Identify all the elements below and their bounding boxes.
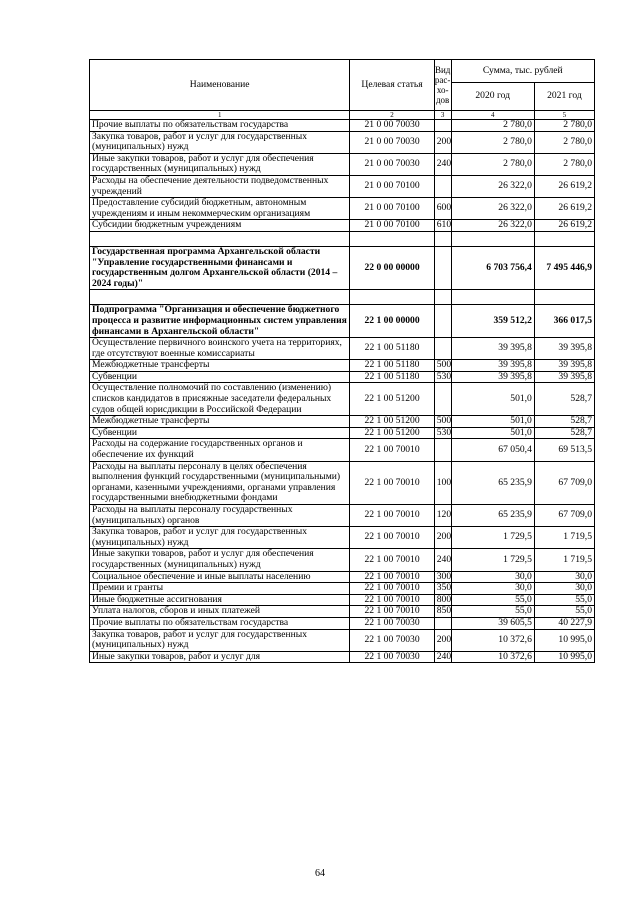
empty-cell [90, 290, 350, 305]
row-vid [434, 338, 451, 360]
row-vid: 200 [434, 527, 451, 549]
table-row [90, 427, 595, 439]
row-value-2020: 2 780,0 [451, 120, 534, 132]
index-cell: 4 [451, 111, 534, 120]
table-row [90, 220, 595, 232]
row-vid: 240 [434, 651, 451, 663]
empty-cell [350, 290, 434, 305]
table-row [90, 651, 595, 663]
row-code: 22 1 00 51180 [350, 360, 434, 372]
row-value-2021: 366 017,5 [534, 305, 594, 338]
row-name: Осуществление первичного воинского учета на территориях, где отсутствуют военные комиссариаты [90, 338, 350, 360]
row-vid: 500 [434, 416, 451, 428]
row-code: 21 0 00 70100 [350, 175, 434, 197]
row-name: Расходы на выплаты персоналу в целях обеспечения выполнения функций государственными (муниципальными) органами, казенными учреждениями, органами управления государственными внебюджетными фондами [90, 461, 350, 504]
row-value-2021: 39 395,8 [534, 371, 594, 383]
row-code: 22 1 00 51180 [350, 338, 434, 360]
table-row [90, 606, 595, 618]
row-value-2020: 501,0 [451, 383, 534, 416]
row-value-2021: 10 995,0 [534, 629, 594, 651]
row-value-2020: 67 050,4 [451, 439, 534, 461]
row-value-2020: 30,0 [451, 583, 534, 595]
row-code: 22 1 00 70010 [350, 549, 434, 571]
row-vid: 300 [434, 571, 451, 583]
row-code: 22 1 00 70010 [350, 571, 434, 583]
table-row [90, 594, 595, 606]
row-vid: 850 [434, 606, 451, 618]
header-2020: 2020 год [451, 83, 534, 111]
row-name: Расходы на содержание государственных органов и обеспечение их функций [90, 439, 350, 461]
row-value-2020: 30,0 [451, 571, 534, 583]
row-name: Закупка товаров, работ и услуг для государственных (муниципальных) нужд [90, 629, 350, 651]
empty-cell [534, 290, 594, 305]
empty-cell [434, 290, 451, 305]
row-value-2020: 26 322,0 [451, 198, 534, 220]
table-row [90, 439, 595, 461]
row-value-2021: 69 513,5 [534, 439, 594, 461]
empty-cell [434, 231, 451, 246]
row-value-2021: 40 227,9 [534, 617, 594, 629]
table-row [90, 571, 595, 583]
row-code: 22 1 00 70010 [350, 583, 434, 595]
table-row [90, 371, 595, 383]
row-code: 22 1 00 70010 [350, 527, 434, 549]
row-value-2020: 501,0 [451, 427, 534, 439]
row-name: Иные бюджетные ассигнования [90, 594, 350, 606]
row-code: 22 1 00 00000 [350, 305, 434, 338]
table-row [90, 338, 595, 360]
row-code: 21 0 00 70030 [350, 120, 434, 132]
row-value-2020: 10 372,6 [451, 629, 534, 651]
row-code: 22 1 00 70010 [350, 461, 434, 504]
row-value-2021: 26 619,2 [534, 220, 594, 232]
table-body [90, 120, 595, 663]
row-vid: 240 [434, 549, 451, 571]
row-name: Иные закупки товаров, работ и услуг для обеспечения государственных (муниципальных) нужд [90, 549, 350, 571]
row-name: Субсидии бюджетным учреждениям [90, 220, 350, 232]
row-value-2020: 39 395,8 [451, 371, 534, 383]
row-value-2020: 55,0 [451, 606, 534, 618]
row-value-2020: 39 395,8 [451, 360, 534, 372]
row-vid: 530 [434, 371, 451, 383]
empty-cell [534, 231, 594, 246]
row-code: 22 1 00 51200 [350, 416, 434, 428]
row-vid: 600 [434, 198, 451, 220]
spacer-row [90, 290, 595, 305]
row-vid: 100 [434, 461, 451, 504]
row-value-2020: 39 395,8 [451, 338, 534, 360]
row-value-2020: 501,0 [451, 416, 534, 428]
row-value-2021: 2 780,0 [534, 153, 594, 175]
empty-cell [451, 290, 534, 305]
row-value-2021: 55,0 [534, 594, 594, 606]
empty-cell [350, 231, 434, 246]
table-row [90, 153, 595, 175]
row-value-2021: 26 619,2 [534, 175, 594, 197]
row-value-2021: 2 780,0 [534, 131, 594, 153]
table-row [90, 505, 595, 527]
table-row [90, 131, 595, 153]
row-value-2021: 528,7 [534, 427, 594, 439]
row-vid [434, 175, 451, 197]
row-vid: 350 [434, 583, 451, 595]
row-code: 22 1 00 51180 [350, 371, 434, 383]
row-value-2021: 67 709,0 [534, 505, 594, 527]
row-vid [434, 246, 451, 289]
table-row [90, 360, 595, 372]
row-name: Иные закупки товаров, работ и услуг для обеспечения государственных (муниципальных) нужд [90, 153, 350, 175]
row-code: 21 0 00 70030 [350, 153, 434, 175]
row-name: Прочие выплаты по обязательствам государства [90, 120, 350, 132]
spacer-row [90, 231, 595, 246]
table-row [90, 583, 595, 595]
row-code: 22 1 00 70010 [350, 439, 434, 461]
table-row [90, 416, 595, 428]
row-value-2021: 528,7 [534, 383, 594, 416]
row-code: 22 1 00 70030 [350, 617, 434, 629]
row-value-2021: 2 780,0 [534, 120, 594, 132]
row-value-2020: 2 780,0 [451, 153, 534, 175]
row-value-2021: 39 395,8 [534, 360, 594, 372]
row-code: 21 0 00 70030 [350, 131, 434, 153]
row-vid: 530 [434, 427, 451, 439]
table-row [90, 198, 595, 220]
row-value-2020: 55,0 [451, 594, 534, 606]
row-value-2020: 39 605,5 [451, 617, 534, 629]
header-vid: Вид рас-хо-дов [434, 60, 451, 111]
row-name: Иные закупки товаров, работ и услуг для [90, 651, 350, 663]
row-vid [434, 439, 451, 461]
table-row [90, 305, 595, 338]
index-cell: 2 [350, 111, 434, 120]
row-vid: 800 [434, 594, 451, 606]
row-name: Субвенции [90, 427, 350, 439]
header-name: Наименование [90, 60, 350, 111]
row-name: Межбюджетные трансферты [90, 416, 350, 428]
row-name: Подпрограмма "Организация и обеспечение бюджетного процесса и развитие информационных систем управления финансами в Архангельской области" [90, 305, 350, 338]
row-value-2020: 26 322,0 [451, 175, 534, 197]
row-vid: 120 [434, 505, 451, 527]
row-name: Предоставление субсидий бюджетным, автономным учреждениям и иным некоммерческим организациям [90, 198, 350, 220]
table-row [90, 549, 595, 571]
row-value-2021: 55,0 [534, 606, 594, 618]
row-value-2021: 528,7 [534, 416, 594, 428]
row-code: 22 1 00 70010 [350, 594, 434, 606]
row-vid: 200 [434, 629, 451, 651]
header-target: Целевая статья [350, 60, 434, 111]
table-row [90, 175, 595, 197]
header-2021: 2021 год [534, 83, 594, 111]
row-name: Государственная программа Архангельской области "Управление государственными финансами и государственным долгом Архангельской области (2014 – 2024 годы)" [90, 246, 350, 289]
table-row [90, 246, 595, 289]
table-row [90, 383, 595, 416]
row-value-2021: 1 719,5 [534, 549, 594, 571]
table-row [90, 629, 595, 651]
row-code: 22 1 00 70030 [350, 651, 434, 663]
row-name: Закупка товаров, работ и услуг для государственных (муниципальных) нужд [90, 527, 350, 549]
row-value-2020: 6 703 756,4 [451, 246, 534, 289]
row-value-2021: 10 995,0 [534, 651, 594, 663]
row-code: 22 1 00 70030 [350, 629, 434, 651]
header-sum: Сумма, тыс. рублей [451, 60, 594, 83]
row-value-2021: 30,0 [534, 571, 594, 583]
row-name: Прочие выплаты по обязательствам государства [90, 617, 350, 629]
row-vid [434, 305, 451, 338]
row-code: 22 1 00 51200 [350, 383, 434, 416]
row-name: Социальное обеспечение и иные выплаты населению [90, 571, 350, 583]
row-code: 22 0 00 00000 [350, 246, 434, 289]
page-number: 64 [315, 868, 325, 879]
row-vid [434, 120, 451, 132]
row-value-2020: 10 372,6 [451, 651, 534, 663]
row-name: Субвенции [90, 371, 350, 383]
row-code: 22 1 00 51200 [350, 427, 434, 439]
row-code: 22 1 00 70010 [350, 505, 434, 527]
row-vid [434, 383, 451, 416]
row-name: Премии и гранты [90, 583, 350, 595]
row-value-2021: 39 395,8 [534, 338, 594, 360]
row-value-2020: 1 729,5 [451, 549, 534, 571]
row-name: Межбюджетные трансферты [90, 360, 350, 372]
row-value-2020: 65 235,9 [451, 461, 534, 504]
empty-cell [90, 231, 350, 246]
row-code: 21 0 00 70100 [350, 198, 434, 220]
index-cell: 5 [534, 111, 594, 120]
table-row [90, 527, 595, 549]
row-name: Расходы на обеспечение деятельности подведомственных учреждений [90, 175, 350, 197]
row-value-2021: 1 719,5 [534, 527, 594, 549]
table-row [90, 120, 595, 132]
row-value-2021: 30,0 [534, 583, 594, 595]
row-value-2020: 359 512,2 [451, 305, 534, 338]
header-row [90, 60, 595, 83]
row-value-2020: 1 729,5 [451, 527, 534, 549]
row-vid: 240 [434, 153, 451, 175]
row-value-2020: 26 322,0 [451, 220, 534, 232]
row-value-2021: 67 709,0 [534, 461, 594, 504]
budget-table [89, 59, 595, 663]
row-value-2020: 65 235,9 [451, 505, 534, 527]
row-value-2020: 2 780,0 [451, 131, 534, 153]
row-value-2021: 7 495 446,9 [534, 246, 594, 289]
row-vid: 500 [434, 360, 451, 372]
index-cell: 1 [90, 111, 350, 120]
row-name: Осуществление полномочий по составлению (изменению) списков кандидатов в присяжные заседатели федеральных судов общей юрисдикции в Российской Федерации [90, 383, 350, 416]
table-row [90, 617, 595, 629]
row-code: 22 1 00 70010 [350, 606, 434, 618]
row-vid: 200 [434, 131, 451, 153]
empty-cell [451, 231, 534, 246]
row-value-2021: 26 619,2 [534, 198, 594, 220]
table-row [90, 461, 595, 504]
row-vid [434, 617, 451, 629]
row-code: 21 0 00 70100 [350, 220, 434, 232]
row-name: Уплата налогов, сборов и иных платежей [90, 606, 350, 618]
row-name: Расходы на выплаты персоналу государственных (муниципальных) органов [90, 505, 350, 527]
index-cell: 3 [434, 111, 451, 120]
row-name: Закупка товаров, работ и услуг для государственных (муниципальных) нужд [90, 131, 350, 153]
row-vid: 610 [434, 220, 451, 232]
